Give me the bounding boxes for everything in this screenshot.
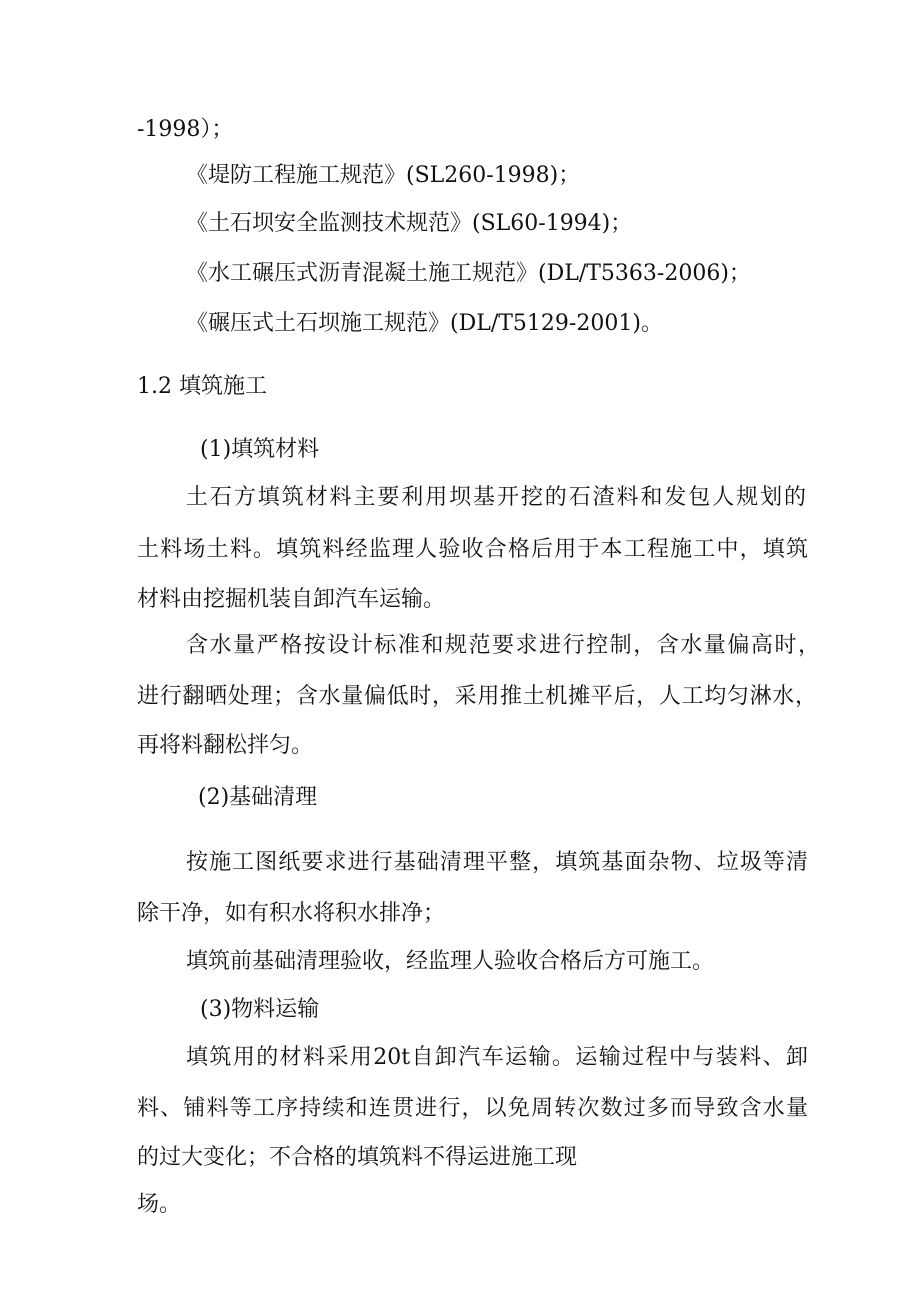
paragraph-line: 进行翻晒处理；含水量偏低时，采用推土机摊平后，人工均匀淋水， xyxy=(137,684,817,709)
paragraph-line: 场。 xyxy=(137,1192,182,1217)
paragraph-line: 填筑前基础清理验收，经监理人验收合格后方可施工。 xyxy=(186,949,715,974)
subsection-heading: (3)物料运输 xyxy=(200,997,320,1022)
paragraph-line: 填筑用的材料采用20t自卸汽车运输。运输过程中与装料、卸 xyxy=(186,1045,808,1070)
reference-item: 《土石坝安全监测技术规范》(SL60-1994)； xyxy=(186,211,633,236)
paragraph-line: 材料由挖掘机装自卸汽车运输。 xyxy=(137,587,446,612)
paragraph-line: 再将料翻松拌匀。 xyxy=(137,733,314,758)
reference-item: 《堤防工程施工规范》(SL260-1998)； xyxy=(186,163,581,188)
subsection-heading: (1)填筑材料 xyxy=(200,437,320,462)
section-heading: 1.2 填筑施工 xyxy=(137,374,267,399)
reference-item: 《水工碾压式沥青混凝土施工规范》(DL/T5363-2006)； xyxy=(186,261,751,286)
paragraph-line: 土石方填筑材料主要利用坝基开挖的石渣料和发包人规划的 xyxy=(186,485,806,510)
paragraph-line: 含水量严格按设计标准和规范要求进行控制，含水量偏高时， xyxy=(186,633,820,658)
paragraph-line: 除干净，如有积水将积水排净； xyxy=(137,901,446,926)
reference-continuation: -1998）； xyxy=(137,117,234,142)
paragraph-line: 土料场土料。填筑料经监理人验收合格后用于本工程施工中，填筑 xyxy=(137,537,808,562)
paragraph-line: 料、铺料等工序持续和连贯进行，以免周转次数过多而导致含水量 xyxy=(137,1096,808,1121)
paragraph-line: 的过大变化；不合格的填筑料不得运进施工现 xyxy=(137,1145,578,1170)
reference-item: 《碾压式土石坝施工规范》(DL/T5129-2001)。 xyxy=(186,311,663,336)
paragraph-line: 按施工图纸要求进行基础清理平整，填筑基面杂物、垃圾等清 xyxy=(186,850,808,875)
subsection-heading: (2)基础清理 xyxy=(198,785,318,810)
